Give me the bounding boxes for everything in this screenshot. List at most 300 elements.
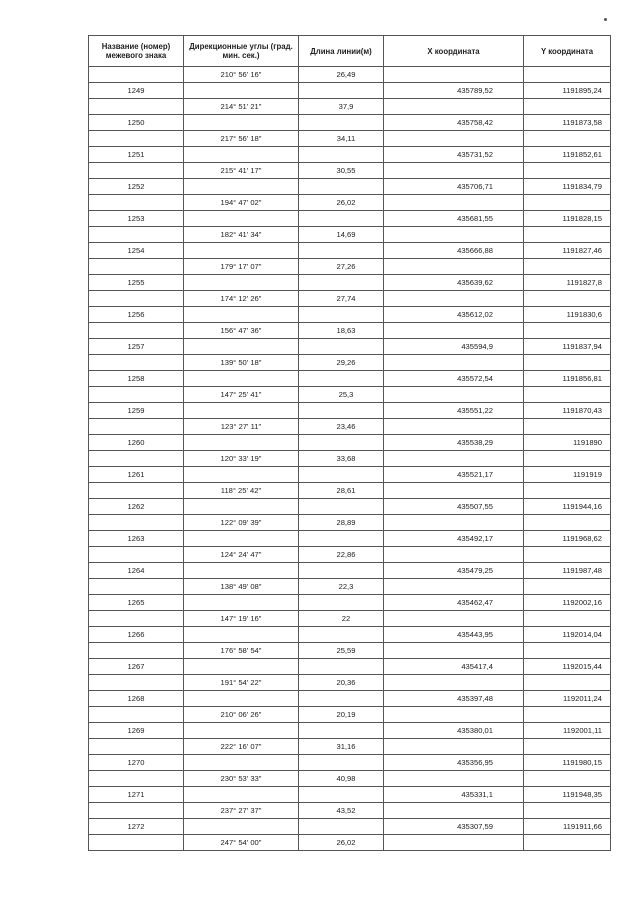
x-coordinate-cell: 435356,95 xyxy=(384,755,524,771)
line-length-cell: 28,89 xyxy=(299,515,384,531)
empty-cell xyxy=(524,323,611,339)
empty-cell xyxy=(184,627,299,643)
x-coordinate-cell: 435443,95 xyxy=(384,627,524,643)
y-coordinate-cell: 1192014,04 xyxy=(524,627,611,643)
line-length-cell: 22,86 xyxy=(299,547,384,563)
direction-angle-cell: 176° 58' 54" xyxy=(184,643,299,659)
segment-row xyxy=(89,323,611,339)
y-coordinate-cell: 1191895,24 xyxy=(524,83,611,99)
empty-cell xyxy=(184,211,299,227)
empty-cell xyxy=(184,595,299,611)
point-row xyxy=(89,83,611,99)
direction-angle-cell: 179° 17' 07" xyxy=(184,259,299,275)
empty-cell xyxy=(299,371,384,387)
empty-cell xyxy=(524,739,611,755)
line-length-cell: 28,61 xyxy=(299,483,384,499)
empty-cell xyxy=(89,803,184,819)
boundary-coordinates-table xyxy=(88,35,611,851)
x-coordinate-cell: 435639,62 xyxy=(384,275,524,291)
y-coordinate-cell: 1191852,61 xyxy=(524,147,611,163)
empty-cell xyxy=(89,771,184,787)
empty-cell xyxy=(89,515,184,531)
empty-cell xyxy=(299,627,384,643)
empty-cell xyxy=(89,291,184,307)
empty-cell xyxy=(524,579,611,595)
empty-cell xyxy=(89,227,184,243)
x-coordinate-cell: 435681,55 xyxy=(384,211,524,227)
empty-cell xyxy=(384,451,524,467)
empty-cell xyxy=(89,99,184,115)
empty-cell xyxy=(524,611,611,627)
segment-row xyxy=(89,739,611,755)
empty-cell xyxy=(299,307,384,323)
x-coordinate-cell: 435462,47 xyxy=(384,595,524,611)
empty-cell xyxy=(524,707,611,723)
empty-cell xyxy=(524,451,611,467)
empty-cell xyxy=(299,787,384,803)
point-name-cell: 1263 xyxy=(89,531,184,547)
empty-cell xyxy=(89,643,184,659)
empty-cell xyxy=(184,275,299,291)
direction-angle-cell: 210° 06' 26" xyxy=(184,707,299,723)
segment-row xyxy=(89,515,611,531)
point-row xyxy=(89,627,611,643)
line-length-cell: 27,26 xyxy=(299,259,384,275)
y-coordinate-cell: 1191837,94 xyxy=(524,339,611,355)
empty-cell xyxy=(384,483,524,499)
empty-cell xyxy=(184,115,299,131)
empty-cell xyxy=(89,707,184,723)
empty-cell xyxy=(184,563,299,579)
empty-cell xyxy=(89,355,184,371)
point-name-cell: 1260 xyxy=(89,435,184,451)
x-coordinate-cell: 435307,59 xyxy=(384,819,524,835)
empty-cell xyxy=(384,291,524,307)
direction-angle-cell: 147° 25' 41" xyxy=(184,387,299,403)
empty-cell xyxy=(89,195,184,211)
direction-angle-cell: 247° 54' 00" xyxy=(184,835,299,851)
segment-row xyxy=(89,355,611,371)
empty-cell xyxy=(89,419,184,435)
empty-cell xyxy=(89,451,184,467)
x-coordinate-cell: 435380,01 xyxy=(384,723,524,739)
empty-cell xyxy=(524,547,611,563)
y-coordinate-cell: 1191827,46 xyxy=(524,243,611,259)
point-name-cell: 1261 xyxy=(89,467,184,483)
empty-cell xyxy=(89,163,184,179)
segment-row xyxy=(89,195,611,211)
y-coordinate-cell: 1192001,11 xyxy=(524,723,611,739)
point-name-cell: 1262 xyxy=(89,499,184,515)
empty-cell xyxy=(384,259,524,275)
empty-cell xyxy=(384,195,524,211)
empty-cell xyxy=(184,83,299,99)
empty-cell xyxy=(524,291,611,307)
empty-cell xyxy=(184,691,299,707)
line-length-cell: 33,68 xyxy=(299,451,384,467)
point-name-cell: 1271 xyxy=(89,787,184,803)
point-row xyxy=(89,691,611,707)
empty-cell xyxy=(299,211,384,227)
empty-cell xyxy=(524,163,611,179)
header-point-name: Название (номер) межевого знака xyxy=(89,36,184,67)
empty-cell xyxy=(299,243,384,259)
empty-cell xyxy=(384,611,524,627)
empty-cell xyxy=(384,835,524,851)
y-coordinate-cell: 1191834,79 xyxy=(524,179,611,195)
empty-cell xyxy=(299,499,384,515)
empty-cell xyxy=(184,467,299,483)
point-row xyxy=(89,147,611,163)
segment-row xyxy=(89,835,611,851)
empty-cell xyxy=(184,403,299,419)
empty-cell xyxy=(299,691,384,707)
point-row xyxy=(89,819,611,835)
y-coordinate-cell: 1191827,8 xyxy=(524,275,611,291)
segment-row xyxy=(89,771,611,787)
empty-cell xyxy=(384,707,524,723)
point-row xyxy=(89,755,611,771)
empty-cell xyxy=(384,323,524,339)
empty-cell xyxy=(384,579,524,595)
y-coordinate-cell: 1191919 xyxy=(524,467,611,483)
y-coordinate-cell: 1192011,24 xyxy=(524,691,611,707)
empty-cell xyxy=(89,579,184,595)
empty-cell xyxy=(524,803,611,819)
direction-angle-cell: 230° 53' 33" xyxy=(184,771,299,787)
line-length-cell: 37,9 xyxy=(299,99,384,115)
point-row xyxy=(89,179,611,195)
empty-cell xyxy=(384,67,524,83)
y-coordinate-cell: 1192015,44 xyxy=(524,659,611,675)
x-coordinate-cell: 435331,1 xyxy=(384,787,524,803)
empty-cell xyxy=(184,243,299,259)
line-length-cell: 40,98 xyxy=(299,771,384,787)
empty-cell xyxy=(384,387,524,403)
empty-cell xyxy=(89,131,184,147)
empty-cell xyxy=(299,339,384,355)
y-coordinate-cell: 1191870,43 xyxy=(524,403,611,419)
empty-cell xyxy=(384,515,524,531)
line-length-cell: 29,26 xyxy=(299,355,384,371)
empty-cell xyxy=(89,675,184,691)
x-coordinate-cell: 435538,29 xyxy=(384,435,524,451)
direction-angle-cell: 174° 12' 26" xyxy=(184,291,299,307)
point-row xyxy=(89,403,611,419)
line-length-cell: 27,74 xyxy=(299,291,384,307)
empty-cell xyxy=(299,83,384,99)
point-name-cell: 1252 xyxy=(89,179,184,195)
point-name-cell: 1258 xyxy=(89,371,184,387)
direction-angle-cell: 191° 54' 22" xyxy=(184,675,299,691)
empty-cell xyxy=(184,179,299,195)
line-length-cell: 30,55 xyxy=(299,163,384,179)
segment-row xyxy=(89,99,611,115)
point-row xyxy=(89,499,611,515)
empty-cell xyxy=(184,147,299,163)
x-coordinate-cell: 435789,52 xyxy=(384,83,524,99)
point-row xyxy=(89,115,611,131)
x-coordinate-cell: 435612,02 xyxy=(384,307,524,323)
empty-cell xyxy=(524,419,611,435)
line-length-cell: 22 xyxy=(299,611,384,627)
segment-row xyxy=(89,483,611,499)
line-length-cell: 26,02 xyxy=(299,195,384,211)
empty-cell xyxy=(89,259,184,275)
direction-angle-cell: 138° 49' 08" xyxy=(184,579,299,595)
segment-row xyxy=(89,675,611,691)
y-coordinate-cell: 1191873,58 xyxy=(524,115,611,131)
segment-row xyxy=(89,803,611,819)
x-coordinate-cell: 435594,9 xyxy=(384,339,524,355)
empty-cell xyxy=(299,403,384,419)
empty-cell xyxy=(384,771,524,787)
segment-row xyxy=(89,707,611,723)
point-name-cell: 1270 xyxy=(89,755,184,771)
header-x-coordinate: X координата xyxy=(384,36,524,67)
segment-row xyxy=(89,259,611,275)
line-length-cell: 18,63 xyxy=(299,323,384,339)
point-row xyxy=(89,243,611,259)
empty-cell xyxy=(384,739,524,755)
point-name-cell: 1255 xyxy=(89,275,184,291)
header-y-coordinate: Y координата xyxy=(524,36,611,67)
empty-cell xyxy=(184,787,299,803)
empty-cell xyxy=(184,339,299,355)
empty-cell xyxy=(184,819,299,835)
point-row xyxy=(89,787,611,803)
empty-cell xyxy=(524,515,611,531)
direction-angle-cell: 237° 27' 37" xyxy=(184,803,299,819)
empty-cell xyxy=(299,179,384,195)
direction-angle-cell: 222° 16' 07" xyxy=(184,739,299,755)
point-name-cell: 1268 xyxy=(89,691,184,707)
line-length-cell: 26,02 xyxy=(299,835,384,851)
empty-cell xyxy=(89,611,184,627)
x-coordinate-cell: 435417,4 xyxy=(384,659,524,675)
point-name-cell: 1256 xyxy=(89,307,184,323)
point-row xyxy=(89,563,611,579)
line-length-cell: 34,11 xyxy=(299,131,384,147)
x-coordinate-cell: 435731,52 xyxy=(384,147,524,163)
segment-row xyxy=(89,579,611,595)
line-length-cell: 20,36 xyxy=(299,675,384,691)
empty-cell xyxy=(184,723,299,739)
segment-row xyxy=(89,291,611,307)
empty-cell xyxy=(384,99,524,115)
y-coordinate-cell: 1191987,48 xyxy=(524,563,611,579)
y-coordinate-cell: 1191828,15 xyxy=(524,211,611,227)
empty-cell xyxy=(89,483,184,499)
x-coordinate-cell: 435492,17 xyxy=(384,531,524,547)
empty-cell xyxy=(384,131,524,147)
direction-angle-cell: 118° 25' 42" xyxy=(184,483,299,499)
direction-angle-cell: 122° 09' 39" xyxy=(184,515,299,531)
direction-angle-cell: 147° 19' 16" xyxy=(184,611,299,627)
empty-cell xyxy=(384,803,524,819)
y-coordinate-cell: 1192002,16 xyxy=(524,595,611,611)
empty-cell xyxy=(89,547,184,563)
empty-cell xyxy=(524,771,611,787)
point-row xyxy=(89,371,611,387)
point-name-cell: 1250 xyxy=(89,115,184,131)
empty-cell xyxy=(299,275,384,291)
direction-angle-cell: 217° 56' 18" xyxy=(184,131,299,147)
empty-cell xyxy=(184,307,299,323)
empty-cell xyxy=(299,435,384,451)
table-body xyxy=(89,67,611,851)
empty-cell xyxy=(524,387,611,403)
empty-cell xyxy=(89,739,184,755)
empty-cell xyxy=(299,819,384,835)
direction-angle-cell: 156° 47' 36" xyxy=(184,323,299,339)
x-coordinate-cell: 435666,88 xyxy=(384,243,524,259)
empty-cell xyxy=(299,467,384,483)
point-name-cell: 1265 xyxy=(89,595,184,611)
line-length-cell: 22,3 xyxy=(299,579,384,595)
line-length-cell: 20,19 xyxy=(299,707,384,723)
segment-row xyxy=(89,643,611,659)
segment-row xyxy=(89,611,611,627)
point-name-cell: 1269 xyxy=(89,723,184,739)
empty-cell xyxy=(184,531,299,547)
segment-row xyxy=(89,387,611,403)
direction-angle-cell: 123° 27' 11" xyxy=(184,419,299,435)
direction-angle-cell: 120° 33' 19" xyxy=(184,451,299,467)
empty-cell xyxy=(299,115,384,131)
empty-cell xyxy=(524,643,611,659)
segment-row xyxy=(89,419,611,435)
empty-cell xyxy=(89,387,184,403)
point-name-cell: 1259 xyxy=(89,403,184,419)
segment-row xyxy=(89,451,611,467)
y-coordinate-cell: 1191830,6 xyxy=(524,307,611,323)
empty-cell xyxy=(384,355,524,371)
direction-angle-cell: 139° 50' 18" xyxy=(184,355,299,371)
empty-cell xyxy=(299,755,384,771)
point-name-cell: 1266 xyxy=(89,627,184,643)
y-coordinate-cell: 1191968,62 xyxy=(524,531,611,547)
y-coordinate-cell: 1191944,16 xyxy=(524,499,611,515)
direction-angle-cell: 210° 56' 16" xyxy=(184,67,299,83)
empty-cell xyxy=(184,435,299,451)
empty-cell xyxy=(524,835,611,851)
empty-cell xyxy=(299,147,384,163)
empty-cell xyxy=(524,195,611,211)
point-name-cell: 1272 xyxy=(89,819,184,835)
x-coordinate-cell: 435397,48 xyxy=(384,691,524,707)
line-length-cell: 23,46 xyxy=(299,419,384,435)
y-coordinate-cell: 1191856,81 xyxy=(524,371,611,387)
empty-cell xyxy=(299,723,384,739)
point-row xyxy=(89,211,611,227)
point-row xyxy=(89,435,611,451)
x-coordinate-cell: 435706,71 xyxy=(384,179,524,195)
empty-cell xyxy=(384,675,524,691)
empty-cell xyxy=(384,163,524,179)
line-length-cell: 14,69 xyxy=(299,227,384,243)
empty-cell xyxy=(524,67,611,83)
empty-cell xyxy=(184,755,299,771)
empty-cell xyxy=(524,259,611,275)
x-coordinate-cell: 435572,54 xyxy=(384,371,524,387)
direction-angle-cell: 215° 41' 17" xyxy=(184,163,299,179)
segment-row xyxy=(89,163,611,179)
point-row xyxy=(89,595,611,611)
point-name-cell: 1251 xyxy=(89,147,184,163)
point-name-cell: 1264 xyxy=(89,563,184,579)
segment-row xyxy=(89,131,611,147)
point-row xyxy=(89,275,611,291)
empty-cell xyxy=(89,835,184,851)
empty-cell xyxy=(524,483,611,499)
empty-cell xyxy=(384,643,524,659)
empty-cell xyxy=(524,675,611,691)
empty-cell xyxy=(184,659,299,675)
point-row xyxy=(89,467,611,483)
empty-cell xyxy=(384,227,524,243)
point-name-cell: 1257 xyxy=(89,339,184,355)
x-coordinate-cell: 435521,17 xyxy=(384,467,524,483)
direction-angle-cell: 194° 47' 02" xyxy=(184,195,299,211)
empty-cell xyxy=(299,563,384,579)
point-name-cell: 1267 xyxy=(89,659,184,675)
header-line-length: Длина линии(м) xyxy=(299,36,384,67)
empty-cell xyxy=(524,131,611,147)
empty-cell xyxy=(184,499,299,515)
point-name-cell: 1253 xyxy=(89,211,184,227)
point-name-cell: 1249 xyxy=(89,83,184,99)
line-length-cell: 31,16 xyxy=(299,739,384,755)
empty-cell xyxy=(299,531,384,547)
y-coordinate-cell: 1191890 xyxy=(524,435,611,451)
line-length-cell: 43,52 xyxy=(299,803,384,819)
point-name-cell: 1254 xyxy=(89,243,184,259)
x-coordinate-cell: 435551,22 xyxy=(384,403,524,419)
y-coordinate-cell: 1191980,15 xyxy=(524,755,611,771)
x-coordinate-cell: 435507,55 xyxy=(384,499,524,515)
empty-cell xyxy=(524,99,611,115)
empty-cell xyxy=(89,323,184,339)
empty-cell xyxy=(184,371,299,387)
point-row xyxy=(89,659,611,675)
empty-cell xyxy=(384,547,524,563)
line-length-cell: 26,49 xyxy=(299,67,384,83)
direction-angle-cell: 124° 24' 47" xyxy=(184,547,299,563)
direction-angle-cell: 182° 41' 34" xyxy=(184,227,299,243)
point-row xyxy=(89,307,611,323)
empty-cell xyxy=(524,227,611,243)
segment-row xyxy=(89,67,611,83)
empty-cell xyxy=(524,355,611,371)
empty-cell xyxy=(299,659,384,675)
y-coordinate-cell: 1191911,66 xyxy=(524,819,611,835)
x-coordinate-cell: 435758,42 xyxy=(384,115,524,131)
empty-cell xyxy=(384,419,524,435)
empty-cell xyxy=(299,595,384,611)
x-coordinate-cell: 435479,25 xyxy=(384,563,524,579)
point-row xyxy=(89,723,611,739)
line-length-cell: 25,59 xyxy=(299,643,384,659)
y-coordinate-cell: 1191948,35 xyxy=(524,787,611,803)
segment-row xyxy=(89,227,611,243)
line-length-cell: 25,3 xyxy=(299,387,384,403)
direction-angle-cell: 214° 51' 21" xyxy=(184,99,299,115)
segment-row xyxy=(89,547,611,563)
table-header-row xyxy=(89,36,611,67)
point-row xyxy=(89,531,611,547)
header-direction-angle: Дирекционные углы (град. мин. сек.) xyxy=(184,36,299,67)
